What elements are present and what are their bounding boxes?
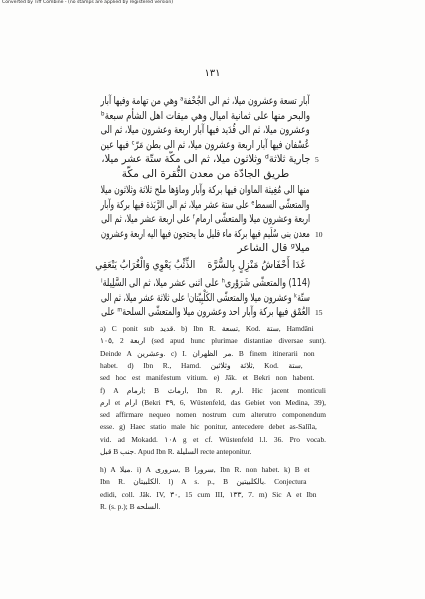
section-heading-text: طريق الجادّة من معدن النُّقرة الى مكّة [121,168,290,180]
line-number: 10 [315,229,323,239]
footnote-text: قبل B جنب. Apud Ibn R. السليلة recte anteponitur. [100,447,252,456]
text-line-content: معدن بنى سُلَيم فيها بركة ماء قليل ما يحتجون فيها اليه اربعة وعشرون [100,227,310,240]
text-line [101,94,310,109]
footnote-line [100,348,326,360]
footnote-text: edidi, coll. Jâk. IV, ٣٠, 15 cum III, ١٣٣, 7. m) Sic A et Ibn [100,489,317,499]
scan-converter-banner: Converted by Tiff Combine - (no stamps are applied by registered version) [2,0,174,5]
footnote-text: f) A ارمام; B ارماث, Ibn R. ارم. Hic jacent monticuli [100,385,326,395]
footnote-text: R. (s. p.); B السلحه. [100,501,161,511]
footnote-line [100,434,326,446]
text-line-content: جارية ثلاثةᵈ وثلاثون ميلا، ثم الى مكّة ستّة عشر ميلا، [100,153,310,165]
text-line-content: (114) والمتعشّى شَرَوْرىʰ على اثنى عشر ميلا، ثم الى السَّلِيلةⁱ [101,277,310,289]
text-line-content: اربعة وعشرون ميلا والمتعشّى ارمامᶠ على اربعة عشر ميلا، ثم الى [100,213,310,225]
text-line-content: وعشرون ميلا، ثم الى قُدَيد فيها آبار اربعة وعشرون ميلا، ثم الى [100,124,310,136]
footnote-line [100,335,326,347]
footnote-line [100,397,326,409]
poem-hemistich-text: غَدَا أَحْفَاشُ مَنْزِلٍ بِالسُّرَّة [207,259,306,271]
footnote-text: ١٠٥, 2 اربعة (sed apud hunc plurimae distantiae diversae sunt). [100,336,326,346]
footnote-line [100,323,326,335]
page-number: ١٣١ [204,68,221,79]
footnote-line [100,385,326,397]
text-line [101,123,310,138]
footnote-line [100,476,326,488]
footnote-text: h) A ميلا. i) A سرورى, B سرورا, Ibn R. non habet. k) B et [100,465,310,474]
text-line [101,138,310,153]
footnote-text: sed hoc est manifestum vitium. e) Jâk. et Bekri non habent. [100,373,315,383]
text-line [101,152,310,167]
text-line [101,212,310,227]
section-heading [101,167,310,182]
line-number: 5 [315,155,319,164]
footnote-line [100,360,326,372]
poem-hemistich-text: الذِّئْبُ يَعْوِي وَالْغُرَابُ يَنْعَقِي [95,259,196,271]
text-line-content: والبحر منها على ثمانية اميال وهي ميقات اهل الشأم سبعةᵇ [100,109,310,122]
footnote-text: esse. g) Haec statio male hic ponitur, antecedere debet as-Salîla, [100,422,317,432]
footnote-text: sed affirmare nequeo nomen nostrum cum alterutro componendum [100,410,326,420]
text-line [101,198,310,213]
line-number: 15 [315,308,323,317]
text-line [101,183,310,198]
text-line-content: ميلاᵍ قال الشاعر [237,242,310,254]
text-line [101,109,310,124]
text-line-content: ستّةᵏ وعشرون ميلا والمتعشّى الكَلْبِيّتانˡ على ثلاثة عشر ميلا، ثم الى [100,291,310,304]
footnote-text: Deinde A وعشرين. c) I. مر الظهران. B finem itinerarii non [100,348,315,358]
footnote-line [100,372,326,384]
poem-hemistich-second [95,257,204,274]
text-line-content: عُسْفان فيها آبار اربعة وعشرون ميلا، ثم الى بطن مَرّᶜ فيها عين [101,138,310,151]
footnote-line [100,446,326,458]
text-line-content: آبار تسعة وعشرون ميلا، ثم الى الجُحْفةᵃ وهي من تهامة وفيها آبار [100,95,310,107]
footnote-text: habet. d) Ibn R., Hamd. ثلاثة وثلاثين, Kod. ستة, [100,360,303,370]
text-line [101,227,310,242]
footnote-line [100,421,326,433]
footnote-line [100,464,326,476]
text-line-content: العُمْق فيها بركة وآبار احد وعشرون ميلا والمتعشّى السلحةᵐ على [100,306,310,318]
footnote-text: vid. ad Mokadd. ١٠٨ g et cf. Wüstenfeld l.l. 36. Pro vocab. [100,434,326,444]
text-line-content: منها الى مُغِيثة الماوان فيها بركة وآبار وماؤها ملح ثلاثة وثلاثون ميلا [101,184,310,196]
text-line [101,276,310,291]
text-line-content: والمتعشّى السمطᵉ على ستة عشر ميلا، ثم الى الرَّبَذة فيها بركة وآبار [101,198,310,211]
text-line [101,241,310,256]
footnote-text: Ibn R. الكلبيتان. l) A s. p., B بالكلبيتين. Conjectura [100,477,307,487]
poem-hemistich-first [207,257,310,274]
footnote-line [100,409,326,421]
footnote-text: a) C ponit sub قديد. b) Ibn R. تسعة, Kod. ستة, Hamdâni [100,324,314,333]
footnote-line [100,489,326,501]
footnote-text: ارم et ارام (Bekri ٣٩, 6, Wüstenfeld, das Gebiet von Medina, 39), [100,397,327,407]
text-line [101,291,310,306]
text-line [101,305,310,320]
footnote-line [100,501,326,513]
